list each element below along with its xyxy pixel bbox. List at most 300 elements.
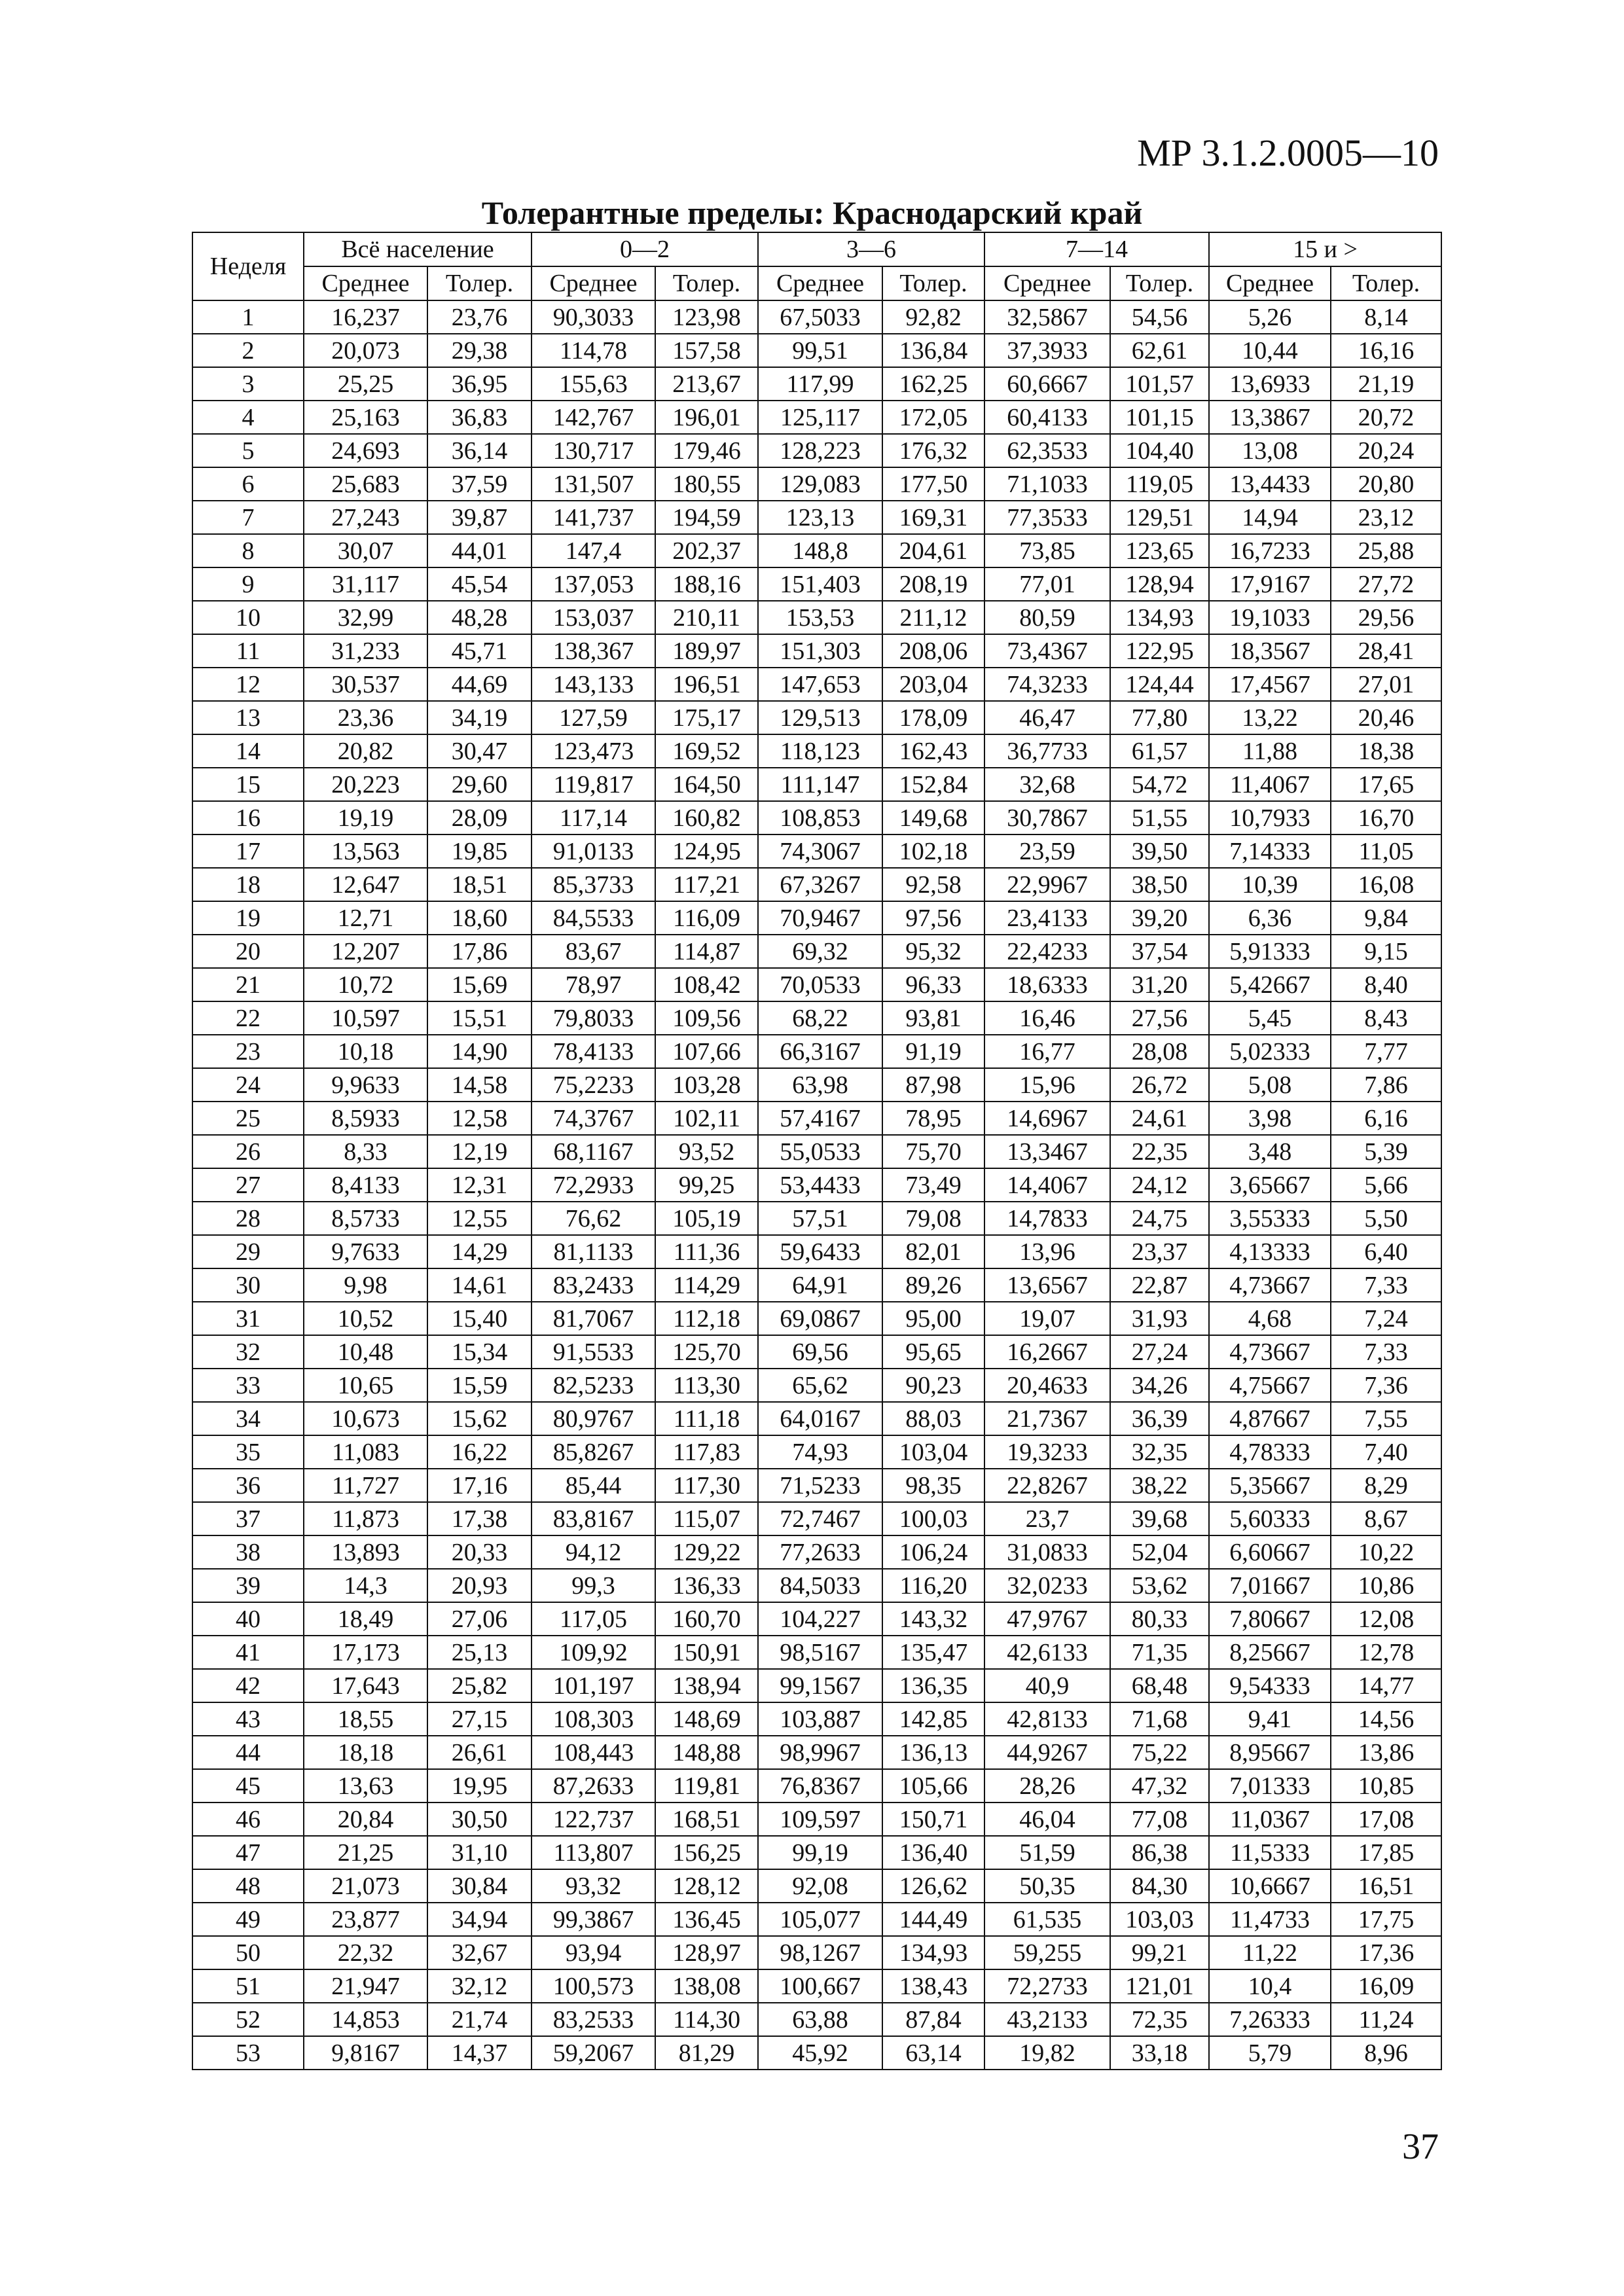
table-cell: 19,3233 (984, 1435, 1110, 1469)
header-row-groups (192, 232, 1441, 266)
table-cell: 20,82 (304, 734, 427, 768)
table-row (192, 401, 1441, 434)
table-cell: 142,767 (532, 401, 655, 434)
table-cell: 30,537 (304, 668, 427, 701)
table-cell: 150,91 (655, 1636, 758, 1669)
table-cell: 20,80 (1331, 467, 1441, 501)
table-cell: 85,8267 (532, 1435, 655, 1469)
table-cell: 18,38 (1331, 734, 1441, 768)
table-cell: 27,56 (1110, 1001, 1209, 1035)
table-cell: 106,24 (882, 1535, 984, 1569)
table-cell: 83,67 (532, 935, 655, 968)
table-cell: 18,18 (304, 1736, 427, 1769)
table-row (192, 1502, 1441, 1535)
table-cell: 95,65 (882, 1335, 984, 1369)
table-cell: 42,8133 (984, 1702, 1110, 1736)
table-cell: 203,04 (882, 668, 984, 701)
table-cell: 14,29 (427, 1235, 532, 1268)
table-cell: 27,243 (304, 501, 427, 534)
table-cell: 102,11 (655, 1102, 758, 1135)
table-cell: 117,83 (655, 1435, 758, 1469)
table-cell: 83,8167 (532, 1502, 655, 1535)
table-cell: 99,21 (1110, 1936, 1209, 1969)
table-cell: 46,47 (984, 701, 1110, 734)
table-cell: 19,82 (984, 2036, 1110, 2070)
table-cell: 100,573 (532, 1969, 655, 2003)
table-cell: 45,92 (758, 2036, 882, 2070)
table-cell: 15,96 (984, 1068, 1110, 1102)
table-cell: 12,78 (1331, 1636, 1441, 1669)
table-cell: 25,88 (1331, 534, 1441, 567)
table-cell: 105,19 (655, 1202, 758, 1235)
table-cell: 29,38 (427, 334, 532, 367)
table-cell: 36,83 (427, 401, 532, 434)
table-cell: 5,02333 (1209, 1035, 1331, 1068)
table-cell: 10,597 (304, 1001, 427, 1035)
table-cell: 73,49 (882, 1168, 984, 1202)
page-number: 37 (1402, 2126, 1439, 2167)
week-cell: 34 (192, 1402, 304, 1435)
table-cell: 15,69 (427, 968, 532, 1001)
week-cell: 24 (192, 1068, 304, 1102)
table-cell: 26,72 (1110, 1068, 1209, 1102)
table-cell: 18,51 (427, 868, 532, 901)
table-cell: 69,0867 (758, 1302, 882, 1335)
table-cell: 83,2433 (532, 1268, 655, 1302)
table-row (192, 1369, 1441, 1402)
table-cell: 4,87667 (1209, 1402, 1331, 1435)
table-cell: 63,88 (758, 2003, 882, 2036)
week-cell: 36 (192, 1469, 304, 1502)
table-cell: 9,41 (1209, 1702, 1331, 1736)
table-cell: 152,84 (882, 768, 984, 801)
table-cell: 196,51 (655, 668, 758, 701)
table-cell: 36,39 (1110, 1402, 1209, 1435)
table-cell: 136,35 (882, 1669, 984, 1702)
table-cell: 20,223 (304, 768, 427, 801)
table-cell: 36,95 (427, 367, 532, 401)
table-cell: 16,22 (427, 1435, 532, 1469)
table-cell: 14,56 (1331, 1702, 1441, 1736)
table-cell: 47,32 (1110, 1769, 1209, 1803)
group-header-15-plus: 15 и > (1209, 232, 1441, 266)
table-row (192, 834, 1441, 868)
table-cell: 99,25 (655, 1168, 758, 1202)
table-cell: 8,5733 (304, 1202, 427, 1235)
week-cell: 21 (192, 968, 304, 1001)
table-cell: 21,947 (304, 1969, 427, 2003)
table-row (192, 968, 1441, 1001)
table-cell: 20,33 (427, 1535, 532, 1569)
table-cell: 136,45 (655, 1903, 758, 1936)
week-cell: 16 (192, 801, 304, 834)
table-row (192, 1869, 1441, 1903)
table-cell: 40,9 (984, 1669, 1110, 1702)
table-cell: 164,50 (655, 768, 758, 801)
subheader-mean: Среднее (984, 266, 1110, 300)
table-cell: 90,23 (882, 1369, 984, 1402)
table-cell: 44,69 (427, 668, 532, 701)
table-cell: 30,7867 (984, 801, 1110, 834)
table-cell: 45,54 (427, 567, 532, 601)
table-cell: 103,04 (882, 1435, 984, 1469)
table-cell: 138,43 (882, 1969, 984, 2003)
table-cell: 4,73667 (1209, 1335, 1331, 1369)
table-cell: 21,25 (304, 1836, 427, 1869)
table-cell: 73,4367 (984, 634, 1110, 668)
table-cell: 130,717 (532, 434, 655, 467)
table-cell: 124,95 (655, 834, 758, 868)
table-cell: 107,66 (655, 1035, 758, 1068)
table-cell: 127,59 (532, 701, 655, 734)
week-cell: 22 (192, 1001, 304, 1035)
table-cell: 175,17 (655, 701, 758, 734)
table-cell: 8,67 (1331, 1502, 1441, 1535)
table-row (192, 1435, 1441, 1469)
table-cell: 128,94 (1110, 567, 1209, 601)
table-cell: 32,0233 (984, 1569, 1110, 1602)
table-cell: 74,93 (758, 1435, 882, 1469)
table-cell: 20,72 (1331, 401, 1441, 434)
table-cell: 27,06 (427, 1602, 532, 1636)
table-cell: 115,07 (655, 1502, 758, 1535)
table-cell: 72,2733 (984, 1969, 1110, 2003)
table-cell: 5,60333 (1209, 1502, 1331, 1535)
table-cell: 12,647 (304, 868, 427, 901)
table-cell: 8,95667 (1209, 1736, 1331, 1769)
table-cell: 16,7233 (1209, 534, 1331, 567)
table-cell: 77,3533 (984, 501, 1110, 534)
table-cell: 19,95 (427, 1769, 532, 1803)
table-cell: 16,2667 (984, 1335, 1110, 1369)
table-row (192, 1636, 1441, 1669)
table-cell: 135,47 (882, 1636, 984, 1669)
table-cell: 101,57 (1110, 367, 1209, 401)
table-cell: 84,30 (1110, 1869, 1209, 1903)
table-cell: 8,14 (1331, 300, 1441, 334)
week-cell: 30 (192, 1268, 304, 1302)
table-cell: 138,367 (532, 634, 655, 668)
table-cell: 14,3 (304, 1569, 427, 1602)
table-cell: 98,9967 (758, 1736, 882, 1769)
table-cell: 117,21 (655, 868, 758, 901)
table-row (192, 1268, 1441, 1302)
table-cell: 112,18 (655, 1302, 758, 1335)
table-cell: 29,56 (1331, 601, 1441, 634)
week-cell: 41 (192, 1636, 304, 1669)
table-cell: 7,55 (1331, 1402, 1441, 1435)
table-cell: 10,44 (1209, 334, 1331, 367)
table-cell: 84,5033 (758, 1569, 882, 1602)
table-cell: 69,56 (758, 1335, 882, 1369)
week-cell: 23 (192, 1035, 304, 1068)
table-cell: 59,255 (984, 1936, 1110, 1969)
table-cell: 77,2633 (758, 1535, 882, 1569)
table-row (192, 1001, 1441, 1035)
table-cell: 22,4233 (984, 935, 1110, 968)
table-cell: 71,5233 (758, 1469, 882, 1502)
table-cell: 12,19 (427, 1135, 532, 1168)
table-cell: 11,873 (304, 1502, 427, 1535)
table-cell: 194,59 (655, 501, 758, 534)
week-cell: 12 (192, 668, 304, 701)
table-cell: 119,05 (1110, 467, 1209, 501)
table-cell: 78,97 (532, 968, 655, 1001)
table-cell: 179,46 (655, 434, 758, 467)
week-cell: 2 (192, 334, 304, 367)
table-cell: 12,08 (1331, 1602, 1441, 1636)
table-cell: 31,233 (304, 634, 427, 668)
table-cell: 54,72 (1110, 768, 1209, 801)
table-cell: 9,7633 (304, 1235, 427, 1268)
table-cell: 109,597 (758, 1803, 882, 1836)
table-cell: 78,95 (882, 1102, 984, 1135)
table-cell: 108,443 (532, 1736, 655, 1769)
week-cell: 40 (192, 1602, 304, 1636)
table-cell: 101,15 (1110, 401, 1209, 434)
week-cell: 51 (192, 1969, 304, 2003)
table-cell: 32,5867 (984, 300, 1110, 334)
subheader-mean: Среднее (532, 266, 655, 300)
week-cell: 33 (192, 1369, 304, 1402)
table-row (192, 300, 1441, 334)
table-row (192, 1969, 1441, 2003)
week-cell: 43 (192, 1702, 304, 1736)
table-cell: 116,20 (882, 1569, 984, 1602)
table-cell: 20,46 (1331, 701, 1441, 734)
table-cell: 5,45 (1209, 1001, 1331, 1035)
table-cell: 9,8167 (304, 2036, 427, 2070)
table-cell: 92,58 (882, 868, 984, 901)
table-cell: 10,4 (1209, 1969, 1331, 2003)
table-cell: 26,61 (427, 1736, 532, 1769)
table-cell: 136,84 (882, 334, 984, 367)
week-cell: 19 (192, 901, 304, 935)
table-cell: 108,42 (655, 968, 758, 1001)
week-cell: 29 (192, 1235, 304, 1268)
table-cell: 80,59 (984, 601, 1110, 634)
table-cell: 25,163 (304, 401, 427, 434)
table-cell: 23,7 (984, 1502, 1110, 1535)
table-cell: 100,03 (882, 1502, 984, 1535)
table-cell: 13,3467 (984, 1135, 1110, 1168)
table-cell: 78,4133 (532, 1035, 655, 1068)
table-cell: 15,34 (427, 1335, 532, 1369)
table-cell: 7,24 (1331, 1302, 1441, 1335)
table-cell: 17,85 (1331, 1836, 1441, 1869)
table-row (192, 367, 1441, 401)
table-cell: 102,18 (882, 834, 984, 868)
week-cell: 18 (192, 868, 304, 901)
table-cell: 71,1033 (984, 467, 1110, 501)
table-cell: 97,56 (882, 901, 984, 935)
table-cell: 20,24 (1331, 434, 1441, 467)
table-cell: 71,35 (1110, 1636, 1209, 1669)
table-cell: 74,3233 (984, 668, 1110, 701)
table-cell: 136,40 (882, 1836, 984, 1869)
table-cell: 124,44 (1110, 668, 1209, 701)
table-cell: 15,62 (427, 1402, 532, 1435)
table-cell: 114,30 (655, 2003, 758, 2036)
table-cell: 16,237 (304, 300, 427, 334)
table-cell: 93,81 (882, 1001, 984, 1035)
table-cell: 10,72 (304, 968, 427, 1001)
table-cell: 28,09 (427, 801, 532, 834)
table-cell: 23,37 (1110, 1235, 1209, 1268)
table-cell: 172,05 (882, 401, 984, 434)
table-cell: 17,36 (1331, 1936, 1441, 1969)
table-cell: 119,81 (655, 1769, 758, 1803)
table-cell: 6,16 (1331, 1102, 1441, 1135)
table-cell: 136,33 (655, 1569, 758, 1602)
table-cell: 25,25 (304, 367, 427, 401)
week-cell: 6 (192, 467, 304, 501)
table-cell: 8,40 (1331, 968, 1441, 1001)
table-row (192, 1202, 1441, 1235)
table-cell: 148,69 (655, 1702, 758, 1736)
table-cell: 71,68 (1110, 1702, 1209, 1736)
table-cell: 92,08 (758, 1869, 882, 1903)
table-cell: 15,40 (427, 1302, 532, 1335)
table-cell: 8,4133 (304, 1168, 427, 1202)
table-cell: 177,50 (882, 467, 984, 501)
week-cell: 20 (192, 935, 304, 968)
table-cell: 57,4167 (758, 1102, 882, 1135)
table-cell: 89,26 (882, 1268, 984, 1302)
table-cell: 39,68 (1110, 1502, 1209, 1535)
table-cell: 23,59 (984, 834, 1110, 868)
table-cell: 22,32 (304, 1936, 427, 1969)
table-cell: 64,0167 (758, 1402, 882, 1435)
table-cell: 125,70 (655, 1335, 758, 1369)
table-cell: 7,36 (1331, 1369, 1441, 1402)
table-cell: 3,48 (1209, 1135, 1331, 1168)
table-cell: 31,20 (1110, 968, 1209, 1001)
table-cell: 60,4133 (984, 401, 1110, 434)
subheader-mean: Среднее (304, 266, 427, 300)
table-cell: 60,6667 (984, 367, 1110, 401)
table-cell: 16,09 (1331, 1969, 1441, 2003)
table-cell: 13,893 (304, 1535, 427, 1569)
table-cell: 24,12 (1110, 1168, 1209, 1202)
table-cell: 72,7467 (758, 1502, 882, 1535)
table-cell: 7,80667 (1209, 1602, 1331, 1636)
table-row (192, 434, 1441, 467)
table-cell: 91,5533 (532, 1335, 655, 1369)
table-cell: 103,28 (655, 1068, 758, 1102)
table-cell: 93,52 (655, 1135, 758, 1168)
subheader-tolerance: Толер. (1331, 266, 1441, 300)
table-cell: 98,5167 (758, 1636, 882, 1669)
table-cell: 31,0833 (984, 1535, 1110, 1569)
table-cell: 153,53 (758, 601, 882, 634)
table-cell: 81,1133 (532, 1235, 655, 1268)
table-cell: 99,51 (758, 334, 882, 367)
subheader-tolerance: Толер. (655, 266, 758, 300)
table-cell: 8,33 (304, 1135, 427, 1168)
table-cell: 23,36 (304, 701, 427, 734)
table-cell: 99,3867 (532, 1903, 655, 1936)
group-header-0-2: 0—2 (532, 232, 758, 266)
week-cell: 26 (192, 1135, 304, 1168)
table-cell: 10,85 (1331, 1769, 1441, 1803)
table-row (192, 801, 1441, 834)
week-cell: 39 (192, 1569, 304, 1602)
table-cell: 79,8033 (532, 1001, 655, 1035)
table-cell: 76,62 (532, 1202, 655, 1235)
table-cell: 17,643 (304, 1669, 427, 1702)
table-cell: 6,40 (1331, 1235, 1441, 1268)
subheader-mean: Среднее (1209, 266, 1331, 300)
table-cell: 99,19 (758, 1836, 882, 1869)
week-cell: 14 (192, 734, 304, 768)
table-row (192, 601, 1441, 634)
table-cell: 87,84 (882, 2003, 984, 2036)
table-cell: 189,97 (655, 634, 758, 668)
table-cell: 147,4 (532, 534, 655, 567)
table-cell: 15,51 (427, 1001, 532, 1035)
table-cell: 36,7733 (984, 734, 1110, 768)
table-cell: 75,70 (882, 1135, 984, 1168)
table-row (192, 1135, 1441, 1168)
table-cell: 9,15 (1331, 935, 1441, 968)
table-cell: 70,9467 (758, 901, 882, 935)
table-cell: 42,6133 (984, 1636, 1110, 1669)
week-cell: 53 (192, 2036, 304, 2070)
table-cell: 31,10 (427, 1836, 532, 1869)
table-cell: 128,223 (758, 434, 882, 467)
table-cell: 20,93 (427, 1569, 532, 1602)
table-cell: 213,67 (655, 367, 758, 401)
table-cell: 52,04 (1110, 1535, 1209, 1569)
table-cell: 104,40 (1110, 434, 1209, 467)
table-cell: 64,91 (758, 1268, 882, 1302)
table-cell: 8,5933 (304, 1102, 427, 1135)
table-cell: 57,51 (758, 1202, 882, 1235)
week-cell: 1 (192, 300, 304, 334)
table-cell: 39,50 (1110, 834, 1209, 868)
table-cell: 13,563 (304, 834, 427, 868)
table-cell: 23,76 (427, 300, 532, 334)
table-cell: 22,8267 (984, 1469, 1110, 1502)
table-cell: 7,01667 (1209, 1569, 1331, 1602)
table-cell: 87,2633 (532, 1769, 655, 1803)
table-cell: 14,58 (427, 1068, 532, 1102)
table-cell: 13,63 (304, 1769, 427, 1803)
table-cell: 38,50 (1110, 868, 1209, 901)
week-cell: 37 (192, 1502, 304, 1535)
table-cell: 88,03 (882, 1402, 984, 1435)
table-cell: 176,32 (882, 434, 984, 467)
week-cell: 27 (192, 1168, 304, 1202)
table-row (192, 1702, 1441, 1736)
table-cell: 138,94 (655, 1669, 758, 1702)
table-cell: 30,50 (427, 1803, 532, 1836)
table-cell: 5,79 (1209, 2036, 1331, 2070)
table-cell: 14,4067 (984, 1168, 1110, 1202)
table-row (192, 935, 1441, 968)
table-cell: 153,037 (532, 601, 655, 634)
table-cell: 123,98 (655, 300, 758, 334)
table-cell: 17,4567 (1209, 668, 1331, 701)
table-cell: 113,807 (532, 1836, 655, 1869)
table-cell: 72,2933 (532, 1168, 655, 1202)
table-row (192, 2003, 1441, 2036)
table-cell: 7,77 (1331, 1035, 1441, 1068)
table-cell: 208,19 (882, 567, 984, 601)
table-cell: 93,94 (532, 1936, 655, 1969)
table-cell: 19,19 (304, 801, 427, 834)
